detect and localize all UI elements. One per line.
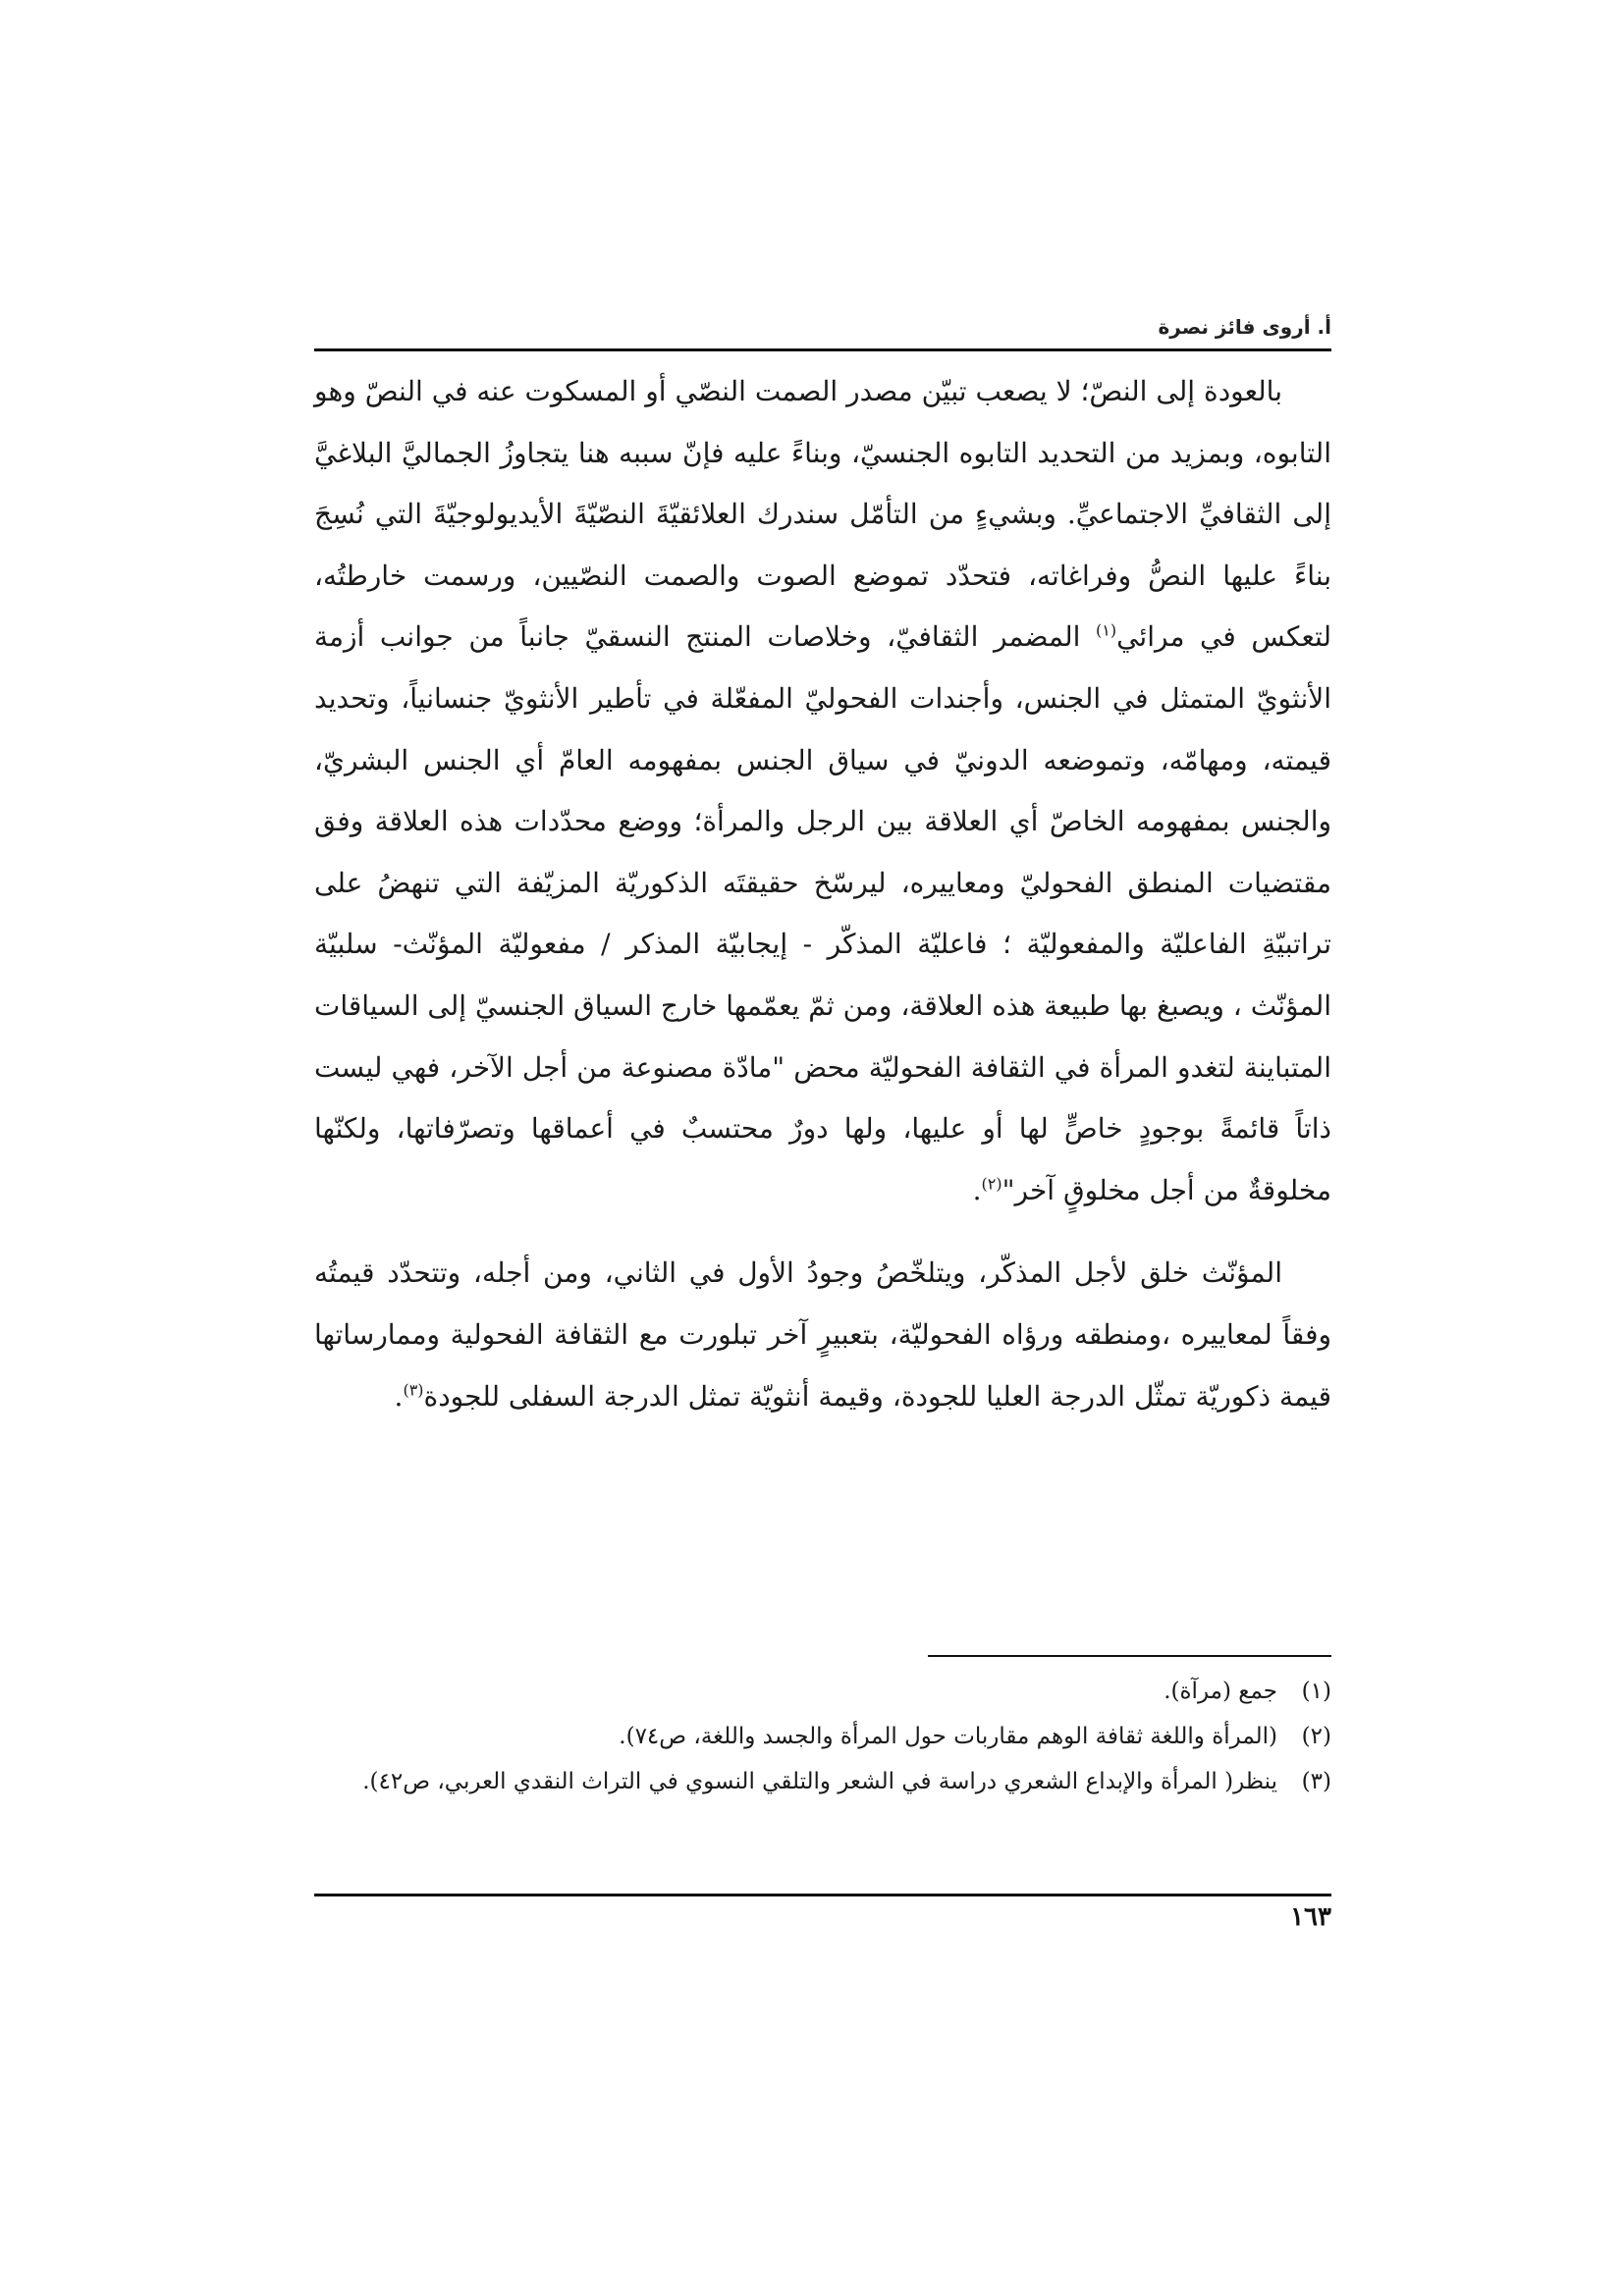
footnote-separator [928,1655,1331,1657]
footnote-3 [314,1759,1331,1804]
running-header [314,312,1331,351]
paragraph-2-text-a: المؤنّث خلق لأجل المذكّر، ويتلخّصُ وجودُ الأول في الثاني، ومن أجله، وتتحدّد قيمتُه وفقاً لمعاييره ،ومنطقه ورؤاه الفحوليّة، بتعبيرٍ آخر تبلورت مع الثقافة الفحولية وممارساتها قيمة ذكوريّة تمثّل الدرجة العليا للجودة، وقيمة أنثويّة تمثل الدرجة السفلى للجودة [314,1256,1331,1413]
paragraph-1 [314,361,1331,1221]
paragraph-2 [314,1243,1331,1427]
header-author: أ. أروى فائز نصرة [1158,315,1331,339]
footnote-ref-2[interactable]: (٢) [981,1174,1002,1194]
footnote-text: ينظر( المرأة والإبداع الشعري دراسة في الشعر والتلقي النسوي في التراث النقدي العربي، ص٤٢). [362,1769,1277,1794]
footer-rule [314,1894,1331,1896]
footnotes [314,1669,1331,1804]
paragraph-1-text-a: بالعودة إلى النصّ؛ لا يصعب تبيّن مصدر الصمت النصّي أو المسكوت عنه في النصّ وهو التابوه، وبمزيد من التحديد التابوه الجنسيّ، وبناءً عليه فإنّ سببه هنا يتجاوزُ الجماليَّ البلاغيَّ إلى الثقافيِّ الاجتماعيِّ. وبشيءٍ من التأمّل سندرك العلائقيّةَ النصّيّةَ الأيديولوجيّةَ التي نُسِجَ بناءً عليها النصُّ وفراغاته، فتحدّد تموضع الصوت والصمت النصّيين، ورسمت خارطتُه، لتعكس في مرائي [314,375,1332,654]
paragraph-2-text-end: . [394,1379,404,1413]
footnote-1 [314,1669,1331,1714]
paragraph-1-text-end: . [972,1173,982,1206]
footnote-ref-3[interactable]: (٣) [403,1380,424,1400]
footnote-2 [314,1714,1331,1759]
header-rule [314,348,1331,351]
paragraph-1-text-b: المضمر الثقافيّ، وخلاصات المنتج النسقيّ جانباً من جوانب أزمة الأنثويّ المتمثل في الجنس، وأجندات الفحوليّ المفعّلة في تأطير الأنثويّ جنسانياً، وتحديد قيمته، ومهامّه، وتموضعه الدونيّ في سياق الجنس بمفهومه العامّ أي الجنس البشريّ، والجنس بمفهومه الخاصّ أي العلاقة بين الرجل والمرأة؛ ووضع محدّدات هذه العلاقة وفق مقتضيات المنطق الفحوليّ ومعاييره، ليرسّخ حقيقتَه الذكوريّة المزيّفة التي تنهضُ على تراتبيّةِ الفاعليّة والمفعوليّة ؛ فاعليّة المذكّر - إيجابيّة المذكر / مفعوليّة المؤنّث- سلبيّة المؤنّث ، ويصبغ بها طبيعة هذه العلاقة، ومن ثمّ يعمّمها خارج السياق الجنسيّ إلى السياقات المتباينة لتغدو المرأة في الثقافة الفحوليّة محض "مادّة مصنوعة من أجل الآخر، فهي ليست ذاتاً قائمةً بوجودٍ خاصٍّ لها أو عليها، ولها دورٌ محتسبٌ في أعماقها وتصرّفاتها، ولكنّها مخلوقةٌ من أجل مخلوقٍ آخر" [313,620,1331,1206]
footnote-text: جمع (مرآة). [1164,1679,1277,1704]
body-text [314,361,1331,1427]
footnote-number: (٢) [1301,1724,1331,1749]
footnote-number: (١) [1301,1679,1331,1704]
page-number: ١٦٣ [1290,1902,1331,1932]
footnote-number: (٣) [1301,1769,1331,1794]
footnote-text: (المرأة واللغة ثقافة الوهم مقاربات حول المرأة والجسد واللغة، ص٧٤). [619,1724,1277,1749]
footnote-ref-1[interactable]: (١) [1096,621,1117,641]
